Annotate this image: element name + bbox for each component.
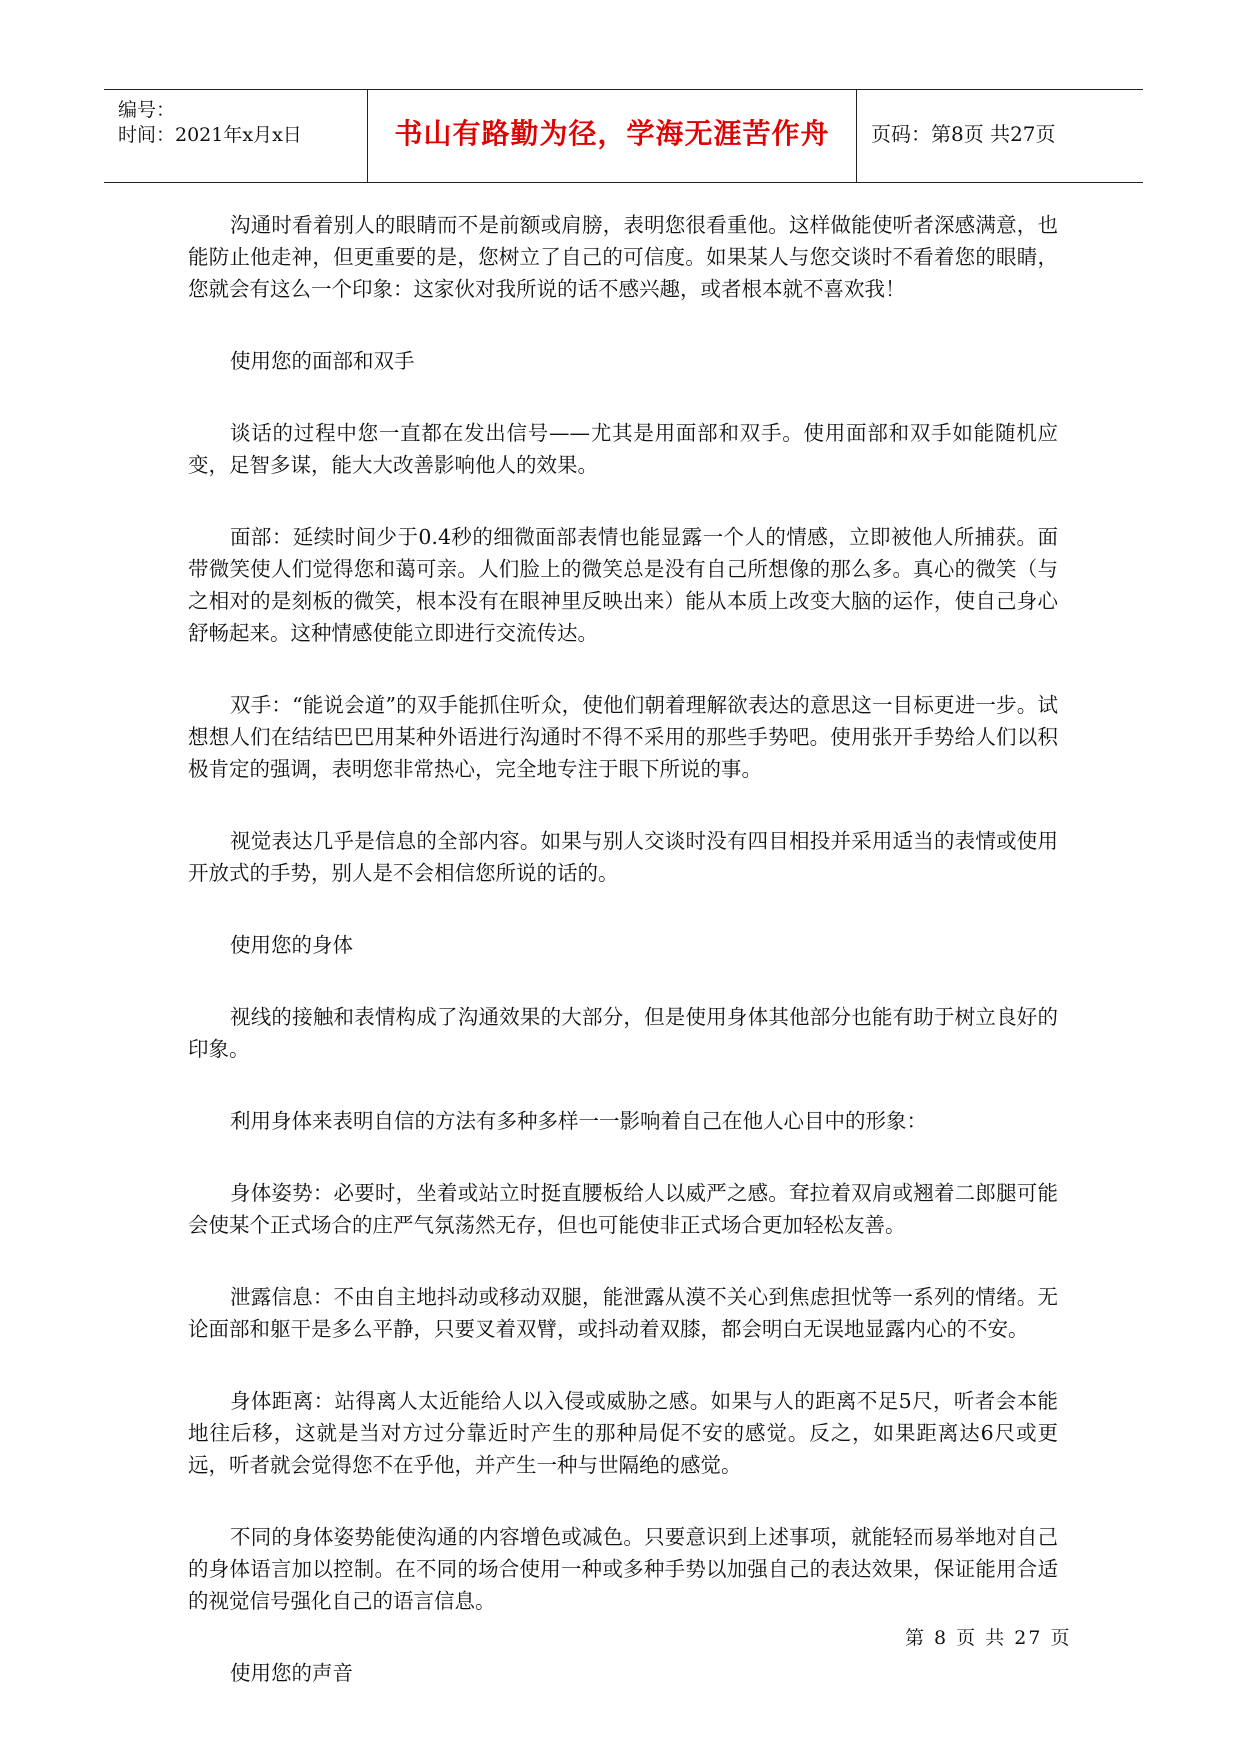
body-paragraph: 双手：“能说会道”的双手能抓住听众，使他们朝着理解欲表达的意思这一目标更进一步。试想想人们在结结巴巴用某种外语进行沟通时不得不采用的那些手势吧。使用张开手势给人们以积极肯定的强调，表明您非常热心，完全地专注于眼下所说的事。 (188, 693, 1058, 781)
header-motto: 书山有路勤为径，学海无涯苦作舟 (394, 117, 830, 150)
body-paragraph: 谈话的过程中您一直都在发出信号——尤其是用面部和双手。使用面部和双手如能随机应变，足智多谋，能大大改善影响他人的效果。 (188, 421, 1058, 477)
body-paragraph: 身体姿势：必要时，坐着或站立时挺直腰板给人以威严之感。耷拉着双肩或翘着二郎腿可能会使某个正式场合的庄严气氛荡然无存，但也可能使非正式场合更加轻松友善。 (188, 1181, 1058, 1237)
body-paragraph: 沟通时看着别人的眼睛而不是前额或肩膀，表明您很看重他。这样做能使听者深感满意，也能防止他走神，但更重要的是，您树立了自己的可信度。如果某人与您交谈时不看着您的眼睛，您就会有这么一个印象：这家伙对我所说的话不感兴趣，或者根本就不喜欢我！ (188, 213, 1058, 301)
body-paragraph: 视线的接触和表情构成了沟通效果的大部分，但是使用身体其他部分也能有助于树立良好的印象。 (188, 1005, 1058, 1061)
document-time-label: 时间：2021年x月x日 (118, 124, 302, 146)
header-motto-cell (368, 90, 857, 182)
body-paragraph: 泄露信息：不由自主地抖动或移动双腿，能泄露从漠不关心到焦虑担忧等一系列的情绪。无论面部和躯干是多么平静，只要叉着双臂，或抖动着双膝，都会明白无误地显露内心的不安。 (188, 1285, 1058, 1341)
section-heading: 使用您的身体 (230, 933, 353, 957)
body-paragraph: 不同的身体姿势能使沟通的内容增色或减色。只要意识到上述事项，就能轻而易举地对自己的身体语言加以控制。在不同的场合使用一种或多种手势以加强自己的表达效果，保证能用合适的视觉信号强化自己的语言信息。 (188, 1525, 1058, 1613)
header-meta-cell (104, 90, 368, 182)
page-footer: 第 8 页 共 27 页 (905, 1627, 1072, 1649)
header-page-info: 页码：第8页 共27页 (871, 121, 1056, 146)
document-number-label: 编号： (118, 99, 176, 121)
document-body (188, 209, 1058, 1729)
body-paragraph: 面部：延续时间少于0.4秒的细微面部表情也能显露一个人的情感，立即被他人所捕获。面带微笑使人们觉得您和蔼可亲。人们脸上的微笑总是没有自己所想像的那么多。真心的微笑（与之相对的是刻板的微笑，根本没有在眼神里反映出来）能从本质上改变大脑的运作，使自己身心舒畅起来。这种情感使能立即进行交流传达。 (188, 525, 1058, 645)
section-heading: 使用您的声音 (230, 1661, 353, 1685)
header-page-cell (857, 90, 1143, 182)
document-header (104, 89, 1143, 183)
section-heading: 使用您的面部和双手 (230, 349, 415, 373)
body-paragraph: 利用身体来表明自信的方法有多种多样一一影响着自己在他人心目中的形象： (230, 1109, 927, 1133)
body-paragraph: 视觉表达几乎是信息的全部内容。如果与别人交谈时没有四目相投并采用适当的表情或使用开放式的手势，别人是不会相信您所说的话的。 (188, 829, 1058, 885)
body-paragraph: 身体距离：站得离人太近能给人以入侵或威胁之感。如果与人的距离不足5尺，听者会本能地往后移，这就是当对方过分靠近时产生的那种局促不安的感觉。反之，如果距离达6尺或更远，听者就会觉得您不在乎他，并产生一种与世隔绝的感觉。 (188, 1389, 1058, 1477)
